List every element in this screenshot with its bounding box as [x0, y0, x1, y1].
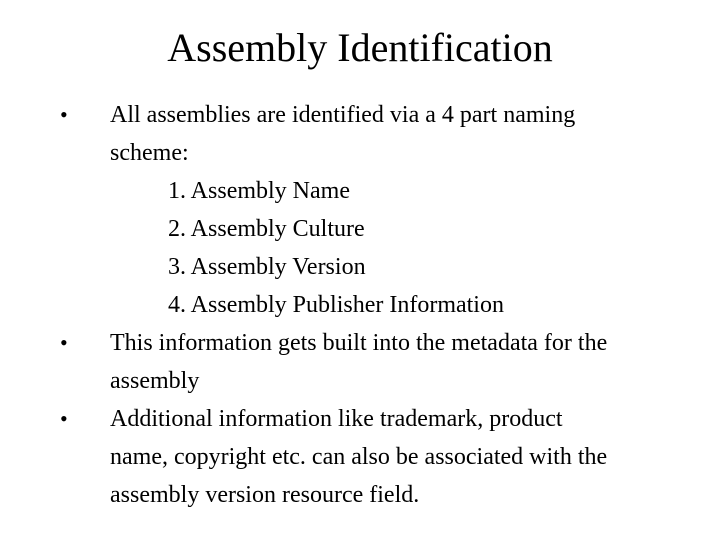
bullet-item [0, 400, 720, 514]
bullet-list [0, 96, 720, 514]
bullet-line: scheme: [110, 140, 189, 166]
bullet-line: assembly version resource field. [110, 482, 420, 508]
bullet-icon: • [60, 330, 68, 355]
sublist-item: 2. Assembly Culture [168, 216, 365, 242]
sublist-item: 3. Assembly Version [168, 254, 366, 280]
bullet-text [110, 96, 700, 324]
numbered-sublist [110, 172, 700, 324]
bullet-line: This information gets built into the metadata for the [110, 330, 608, 356]
bullet-line: Additional information like trademark, product [110, 406, 563, 432]
sublist-item: 4. Assembly Publisher Information [168, 292, 504, 318]
bullet-icon: • [60, 406, 68, 431]
slide-title: Assembly Identification [167, 25, 553, 70]
bullet-line: name, copyright etc. can also be associated with the [110, 444, 608, 470]
bullet-line: All assemblies are identified via a 4 part naming [110, 102, 576, 128]
bullet-text [110, 324, 700, 400]
bullet-line: assembly [110, 368, 200, 394]
bullet-item [0, 324, 720, 400]
sublist-item: 1. Assembly Name [168, 178, 350, 204]
bullet-text [110, 400, 700, 514]
bullet-icon: • [60, 102, 68, 127]
bullet-item [0, 96, 720, 324]
